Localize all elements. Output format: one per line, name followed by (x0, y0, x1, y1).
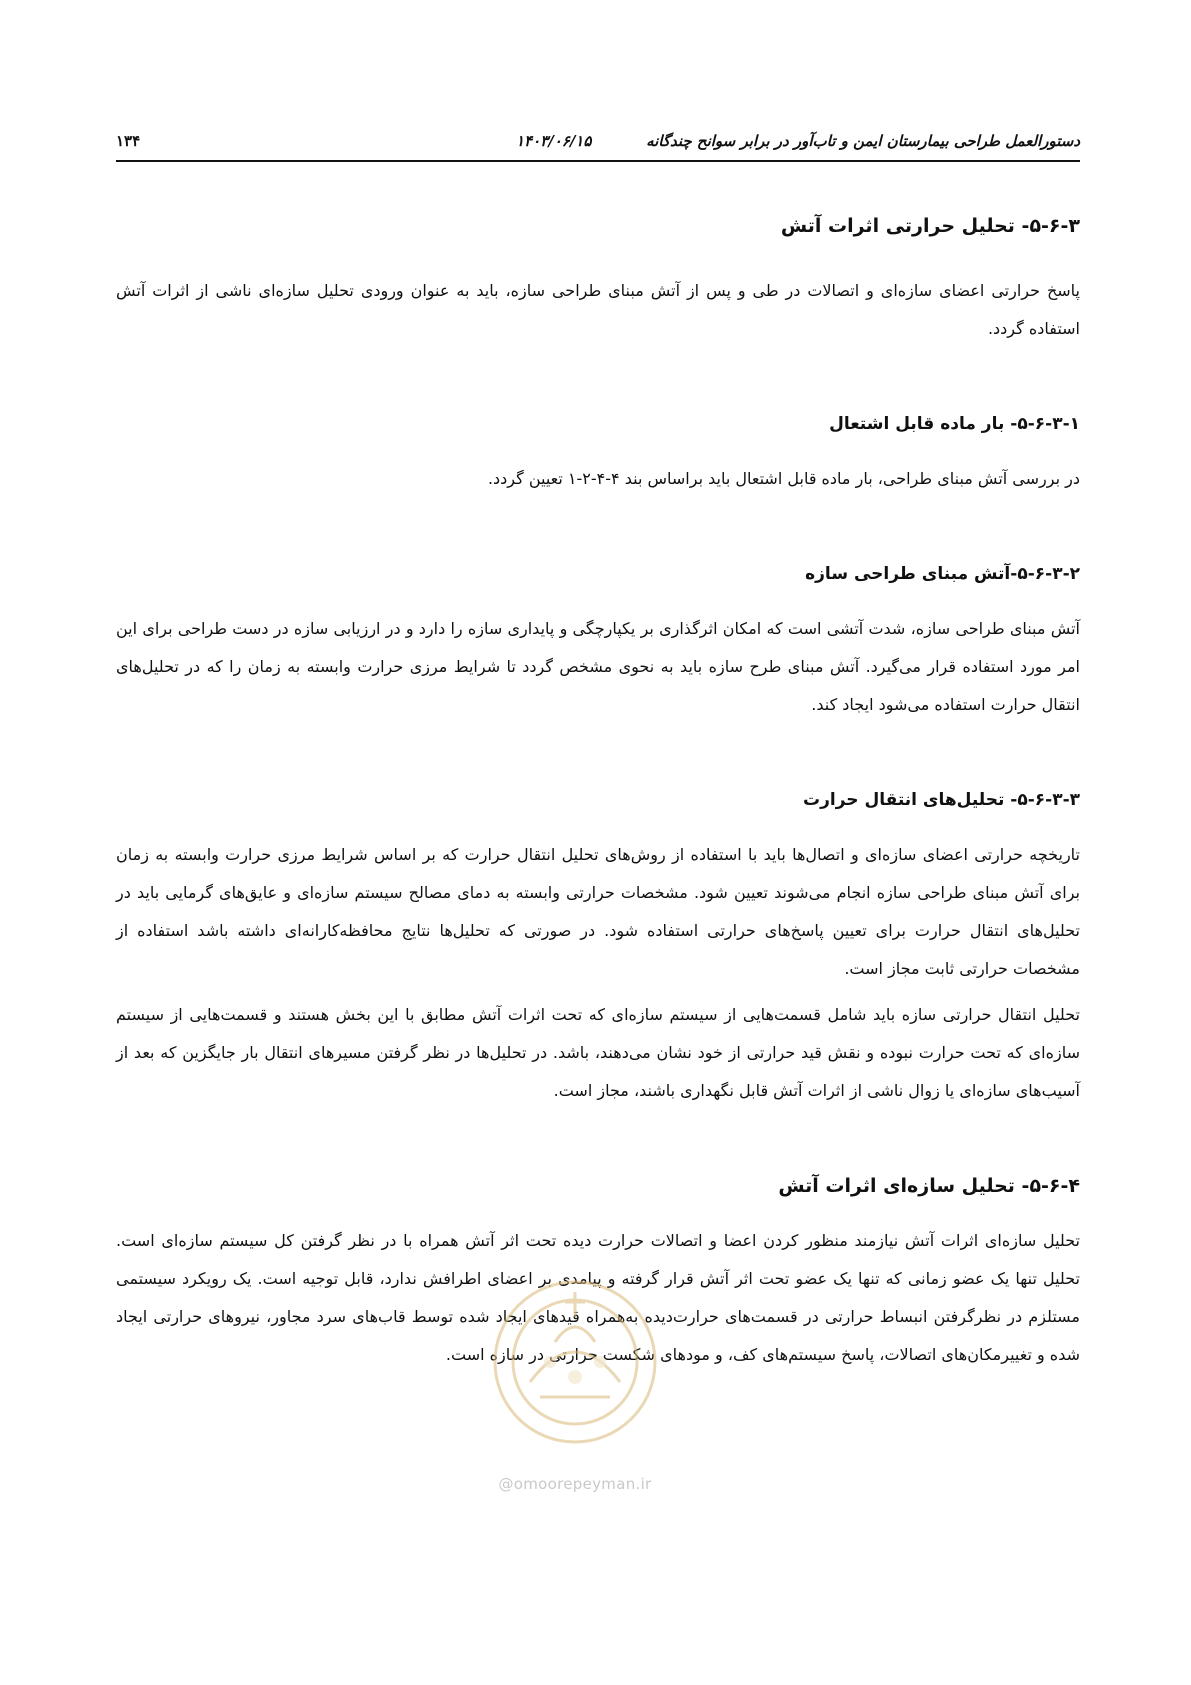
section-heading-thermal-analysis: ۵-۶-۳- تحلیل حرارتی اثرات آتش (780, 215, 1080, 237)
section-paragraph-heat-transfer-2: تحلیل انتقال حرارتی سازه باید شامل قسمت‌هایی از سیستم سازه‌ای که تحت اثرات آتش مطابق با این بخش هستند و قسمت‌هایی از سیستم سازه‌ای که تحت حرارت نبوده و نقش قید حرارتی از خود نشان می‌دهند، باشد. در تحلیل‌ها در نظر گرفتن مسیرهای انتقال بار جایگزین که بعد از آسیب‌های سازه‌ای یا زوال ناشی از اثرات آتش قابل نگهداری باشند، مجاز است. (116, 1005, 1080, 1100)
section-heading-design-fire: ۵-۶-۳-۲-آتش مبنای طراحی سازه (805, 564, 1080, 584)
section-paragraph-structural-analysis: تحلیل سازه‌ای اثرات آتش نیازمند منظور کردن اعضا و اتصالات حرارت دیده تحت اثر آتش همراه با در نظر گرفتن کل سیستم سازه‌ای است. تحلیل تنها یک عضو زمانی که تنها یک عضو تحت اثر آتش قرار گرفته و پیامدی بر اعضای اطرافش ندارد، قابل توجیه است. یک رویکرد سیستمی مستلزم در نظرگرفتن انبساط حرارتی در قسمت‌های حرارت‌دیده به‌همراه قیدهای ایجاد شده توسط قاب‌های سرد مجاور، نیروهای حرارتی ایجاد شده و تغییرمکان‌های اتصالات، پاسخ سیستم‌های کف، و مودهای شکست حرارتی در سازه است. (116, 1231, 1080, 1364)
section-paragraph-fuel-load: در بررسی آتش مبنای طراحی، بار ماده قابل اشتعال باید براساس بند ۴-۴-۲-۱ تعیین گردد. (487, 469, 1080, 488)
section-paragraph-thermal-analysis: پاسخ حرارتی اعضای سازه‌ای و اتصالات در طی و پس از آتش مبنای طراحی سازه، باید به عنوان ورودی تحلیل سازه‌ای ناشی از اثرات آتش استفاده گردد. (116, 281, 1080, 338)
header-title: دستورالعمل طراحی بیمارستان ایمن و تاب‌آور در برابر سوانح چندگانه (646, 132, 1080, 150)
section-heading-heat-transfer: ۵-۶-۳-۳- تحلیل‌های انتقال حرارت (803, 790, 1080, 810)
section-paragraph-design-fire: آتش مبنای طراحی سازه، شدت آتشی است که امکان اثرگذاری بر یکپارچگی و پایداری سازه را دارد و در ارزیابی سازه در دست طراحی برای این امر مورد استفاده قرار می‌گیرد. آتش مبنای طرح سازه باید به نحوی مشخص گردد تا شرایط مرزی حرارت وابسته به زمان را که در تحلیل‌های انتقال حرارت استفاده می‌شود ایجاد کند. (116, 619, 1080, 714)
section-paragraph-heat-transfer-1: تاریخچه حرارتی اعضای سازه‌ای و اتصال‌ها باید با استفاده از روش‌های تحلیل انتقال حرارت که بر اساس شرایط مرزی حرارت وابسته به زمان برای آتش مبنای طراحی سازه انجام می‌شوند تعیین شود. مشخصات حرارتی وابسته به دمای مصالح سیستم سازه‌ای و عایق‌های گرمایی باید در تحلیل‌های انتقال حرارت برای تعیین پاسخ‌های حرارتی استفاده شود. در صورتی که تحلیل‌ها نتایج محافظه‌کارانه‌ای داشته باشد استفاده از مشخصات حرارتی ثابت مجاز است. (116, 845, 1080, 978)
section-heading-fuel-load: ۵-۶-۳-۱- بار ماده قابل اشتعال (829, 414, 1080, 434)
watermark-text: @omoorepeyman.ir (498, 1475, 652, 1493)
page-number: ۱۳۴ (116, 132, 141, 150)
running-header (116, 130, 1080, 158)
document-body (116, 210, 1080, 1374)
header-divider (116, 160, 1080, 162)
section-heading-structural-analysis: ۵-۶-۴- تحلیل سازه‌ای اثرات آتش (778, 1175, 1080, 1197)
header-date: ۱۴۰۳/۰۶/۱۵ (516, 132, 592, 150)
